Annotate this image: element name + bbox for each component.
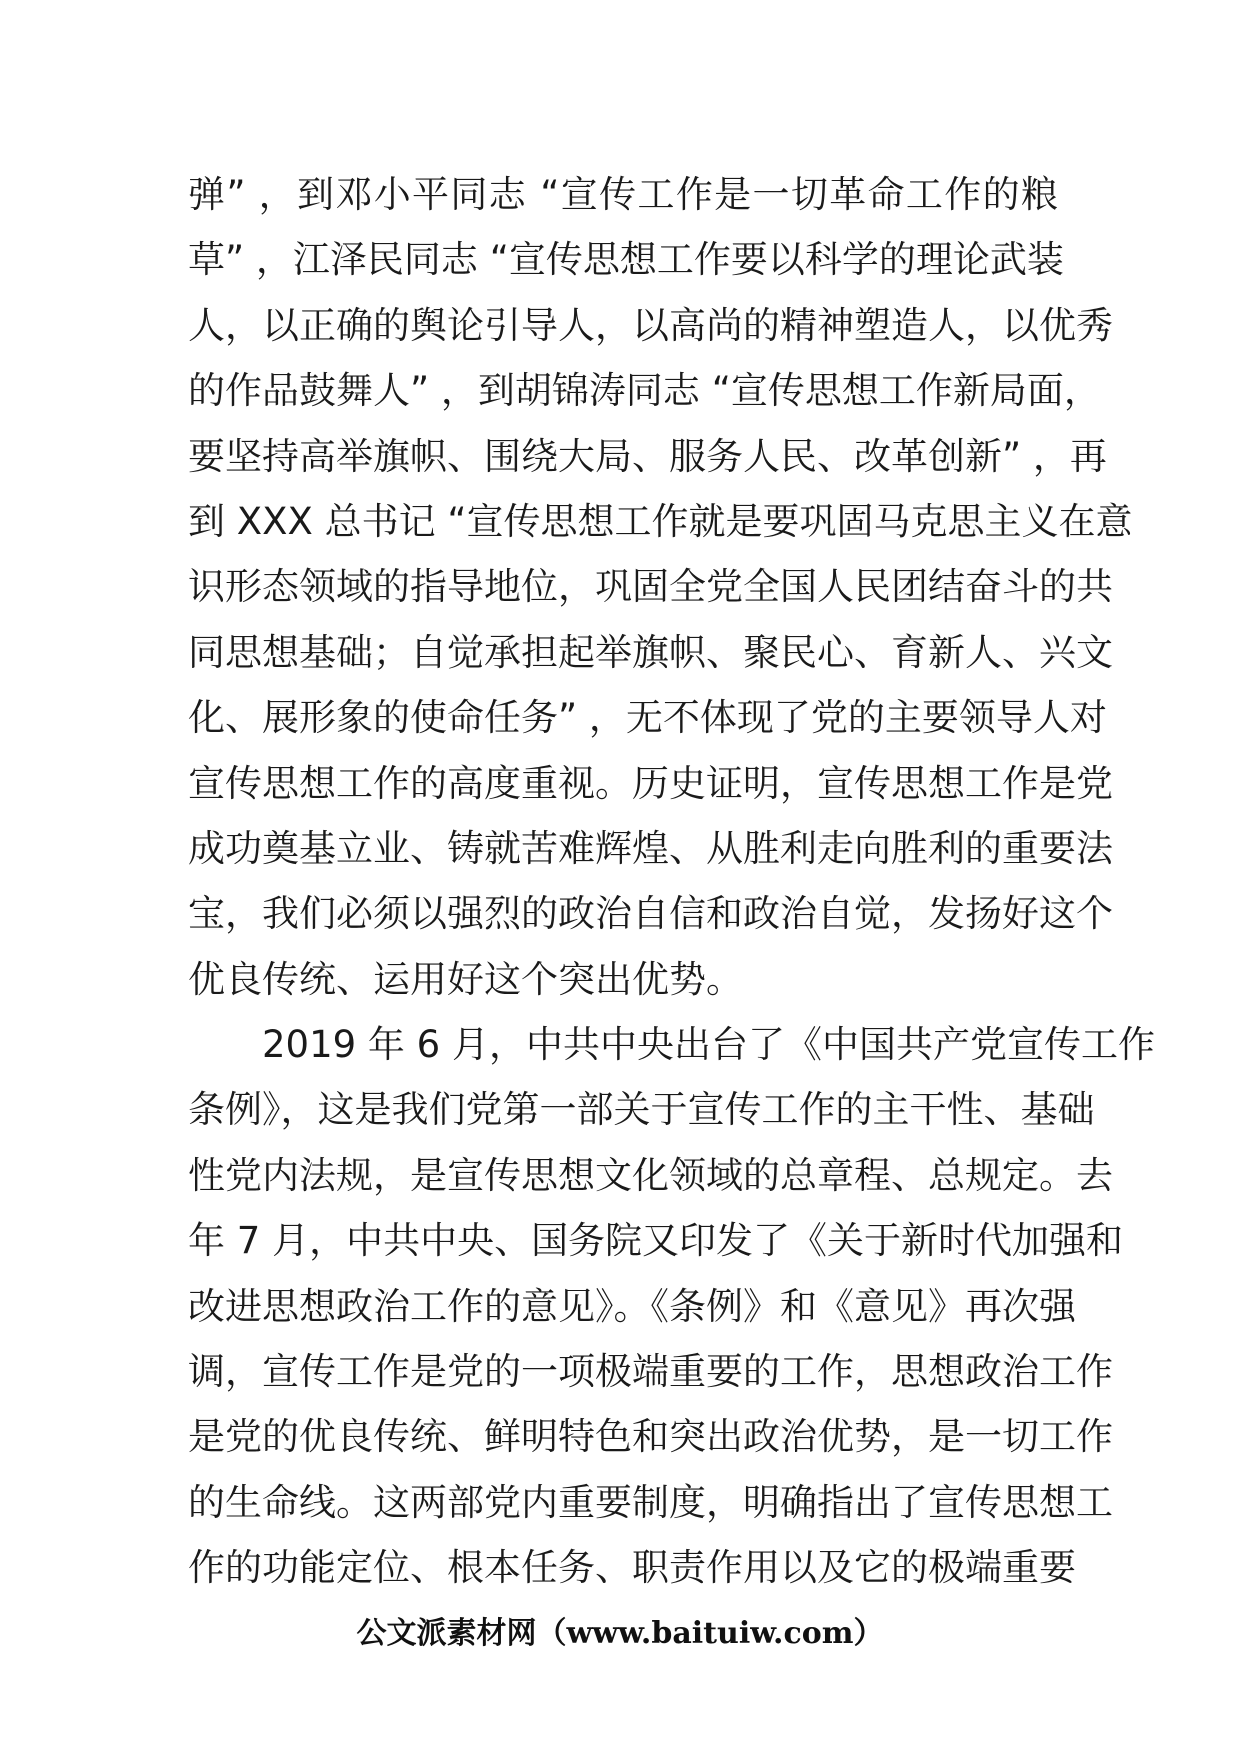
text-line: 草” ，江泽民同志 “宣传思想工作要以科学的理论武装 [188, 238, 1064, 282]
text-line: 性党内法规，是宣传思想文化领域的总章程、总规定。去 [188, 1153, 1113, 1197]
text-line: 的生命线。这两部党内重要制度，明确指出了宣传思想工 [188, 1480, 1113, 1524]
text-line: 年 7 月，中共中央、国务院又印发了《关于新时代加强和 [188, 1219, 1124, 1263]
text-line: 条例》，这是我们党第一部关于宣传工作的主干性、基础 [188, 1088, 1095, 1132]
text-line: 成功奠基立业、铸就苦难辉煌、从胜利走向胜利的重要法 [188, 826, 1113, 870]
text-line: 人，以正确的舆论引导人，以高尚的精神塑造人，以优秀 [188, 303, 1113, 347]
text-line: 是党的优良传统、鲜明特色和突出政治优势，是一切工作 [188, 1415, 1113, 1459]
text-line: 的作品鼓舞人” ，到胡锦涛同志 “宣传思想工作新局面， [188, 369, 1101, 413]
text-line: 调，宣传工作是党的一项极端重要的工作，思想政治工作 [188, 1350, 1113, 1394]
text-line: 识形态领域的指导地位，巩固全党全国人民团结奋斗的共 [188, 565, 1113, 609]
text-line: 2019 年 6 月，中共中央出台了《中国共产党宣传工作 [188, 1023, 1155, 1067]
text-line: 宣传思想工作的高度重视。历史证明，宣传思想工作是党 [188, 761, 1113, 805]
text-line: 同思想基础；自觉承担起举旗帜、聚民心、育新人、兴文 [188, 630, 1113, 674]
body-text [188, 162, 1155, 1601]
text-line: 优良传统、运用好这个突出优势。 [188, 957, 743, 1001]
page-footer: 公文派素材网（www.baituiw.com） [356, 1616, 884, 1651]
text-line: 改进思想政治工作的意见》。《条例》和《意见》再次强 [188, 1284, 1076, 1328]
text-line: 到 XXX 总书记 “宣传思想工作就是要巩固马克思主义在意 [188, 499, 1133, 543]
text-line: 要坚持高举旗帜、围绕大局、服务人民、改革创新” ，再 [188, 434, 1107, 478]
text-line: 弹” ，到邓小平同志 “宣传工作是一切革命工作的粮 [188, 173, 1058, 216]
text-line: 化、展形象的使命任务” ，无不体现了党的主要领导人对 [188, 696, 1107, 740]
text-line: 宝，我们必须以强烈的政治自信和政治自觉，发扬好这个 [188, 892, 1113, 936]
text-line: 作的功能定位、根本任务、职责作用以及它的极端重要 [188, 1546, 1076, 1590]
